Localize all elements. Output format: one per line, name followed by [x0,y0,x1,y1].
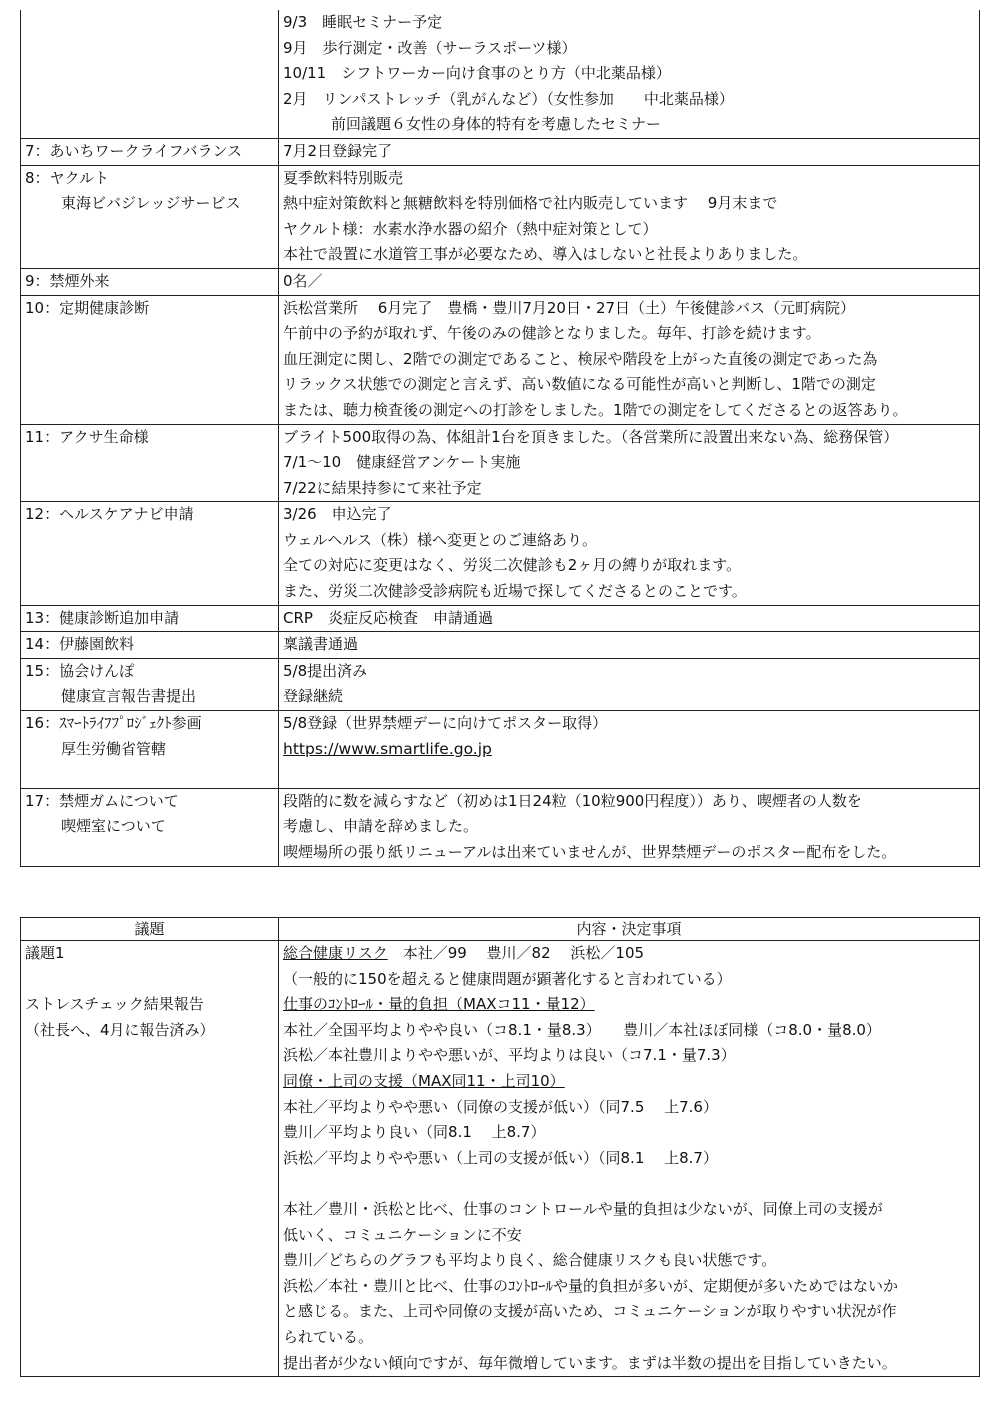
table-row [21,10,980,138]
agenda-content-cell [279,941,980,1377]
item-label-cell [21,788,279,866]
summary-line: 本社／豊川・浜松と比べ、仕事のコントロールや量的負担は少ないが、同僚上司の支援が [283,1199,883,1218]
item-label: 13：健康診断追加申請 [25,608,180,627]
table-row [21,268,980,295]
item-content-cell [279,788,980,866]
seminar-line: 9/3 睡眠セミナー予定 [283,13,443,31]
item-content-line: 7/22に結果持参にて来社予定 [283,478,482,497]
item-content-line: 浜松営業所 6月完了 豊橋・豊川7月20日・27日（土）午後健診バス（元町病院） [283,298,856,317]
table-row [21,605,980,632]
table-row [21,502,980,605]
item-label-sub [25,347,274,373]
item-label-cell [21,632,279,659]
table-header-row [21,918,980,941]
item-content-cell [279,658,980,710]
item-content-line: ヤクルト様：水素水浄水器の紹介（熱中症対策として） [283,219,658,238]
item-label-sub: 健康宣言報告書提出 [61,687,197,706]
item-label-sub [25,321,274,347]
item-label-cell [21,502,279,605]
item-content-line: また、労災二次健診受診病院も近場で探してくださるとのことです。 [283,582,747,601]
table-row [21,941,980,1377]
item-content-line: 稟議書通過 [283,635,359,654]
item-content-cell [279,424,980,502]
seminar-line: 前回議題６女性の身体的特有を考慮したセミナー [331,115,662,134]
item-content-line: 7月2日登録完了 [283,141,393,160]
item-content-line: 血圧測定に関し、2階での測定であること、検尿や階段を上がった直後の測定であった為 [283,349,878,368]
table-row [21,138,980,165]
item-label-sub [25,762,274,788]
table-row [21,165,980,268]
item-content-line: 0名／ [283,271,323,290]
summary-line: と感じる。また、上司や同僚の支援が高いため、コミュニケーションが取りやすい状況が作 [283,1302,897,1321]
table-row [21,711,980,789]
agenda-header: 議題 [21,918,279,941]
smartlife-link[interactable]: https://www.smartlife.go.jp [283,739,492,758]
item-content-cell [279,138,980,165]
item-label-sub [25,579,274,605]
support-heading-line [283,1069,975,1095]
item-label-sub [25,242,274,268]
item-label: 17：禁煙ガムについて [25,791,179,810]
agenda-label-line: （社長へ、4月に報告済み） [25,1020,215,1039]
item-label: 14：伊藤園飲料 [25,635,135,654]
item-label-sub [25,476,274,502]
item-label-cell [21,424,279,502]
item-content-line: 登録継続 [283,687,344,706]
item-content-line: 考慮し、申請を辞めました。 [283,817,479,836]
item-label: 16：ｽﾏｰﾄﾗｲﾌﾌﾟﾛｼﾞｪｸﾄ参画 [25,714,202,733]
item-label: 7：あいちワークライフバランス [25,141,242,160]
item-content-cell [279,295,980,424]
table-row [21,632,980,659]
summary-line: 豊川／どちらのグラフも平均より良く、総合健康リスクも良い状態です。 [283,1251,777,1270]
item-content-line: または、聴力検査後の測定への打診をしました。1階での測定をしてくださるとの返答あり。 [283,400,908,419]
item-content-cell [279,268,980,295]
item-label: 15：協会けんぽ [25,661,135,680]
item-label-sub [25,398,274,424]
work-line: 本社／全国平均よりやや良い（コ8.1・量8.3） 豊川／本社ほぼ同様（コ8.0・量8.0） [283,1020,881,1039]
item-label-cell [21,711,279,789]
support-heading: 同僚・上司の支援（MAX同11・上司10） [283,1071,565,1090]
item-content-cell [279,632,980,659]
item-label-cell [21,165,279,268]
item-label: 11：アクサ生命様 [25,427,149,446]
table-row [21,658,980,710]
item-content-cell [279,502,980,605]
item-content-line: 夏季飲料特別販売 [283,168,404,187]
item-content-line: CRP 炎症反応検査 申請通過 [283,608,493,627]
item-content-line: ウェルヘルス（株）様へ変更とのご連絡あり。 [283,530,597,549]
item-label-sub: 厚生労働省管轄 [61,739,167,758]
item-content-cell [279,605,980,632]
item-content-line: 3/26 申込完了 [283,505,392,524]
item-content-line: ブライト500取得の為、体組計1台を頂きました。（各営業所に設置出来ない為、総務保管） [283,427,899,446]
item-content-line: 5/8登録（世界禁煙デーに向けてポスター取得） [283,714,608,733]
work-heading: 仕事のｺﾝﾄﾛｰﾙ・量的負担（MAXコ11・量12） [283,995,595,1014]
item-content-cell [279,711,980,789]
item-content-line: 全ての対応に変更はなく、労災二次健診も2ヶ月の縛りが取れます。 [283,556,742,575]
risk-heading: 総合健康リスク [283,944,388,962]
summary-line: 提出者が少ない傾向ですが、毎年微増しています。まずは半数の提出を目指していきたい。 [283,1353,897,1372]
item-label-cell [21,268,279,295]
seminar-schedule-cell [279,10,980,138]
item-label: 9：禁煙外来 [25,271,110,290]
item-content-line: 段階的に数を減らすなど（初めは1日24粒（10粒900円程度））あり、喫煙者の人数を [283,791,862,810]
item-content-line: 熱中症対策飲料と無糖飲料を特別価格で社内販売しています 9月末まで [283,194,778,213]
item-label: 8：ヤクルト [25,168,110,187]
agenda-label-cell [21,941,279,1377]
item-label-sub [25,372,274,398]
item-label-sub [25,840,274,866]
seminar-line: 9月 歩行測定・改善（サーラスポーツ様） [283,38,577,57]
agenda-label-line: ストレスチェック結果報告 [25,995,204,1014]
summary-line: られている。 [283,1327,374,1346]
support-line: 浜松／平均よりやや悪い（上司の支援が低い）（同8.1 上8.7） [283,1148,718,1167]
item-label-cell [21,605,279,632]
item-label-cell [21,658,279,710]
risk-values: 本社／99 豊川／82 浜松／105 [387,944,645,962]
seminar-line: 2月 リンパストレッチ（乳がんなど）（女性参加 中北薬品様） [283,89,734,108]
summary-line: 浜松／本社・豊川と比べ、仕事のｺﾝﾄﾛｰﾙや量的負担が多いが、定期便が多いためではないか [283,1276,899,1295]
item-label-sub: 東海ビバジレッジサービス [61,194,241,213]
stress-check-table [20,917,980,1377]
summary-line: 低いく、コミュニケーションに不安 [283,1225,522,1244]
item-content-line: 7/1～10 健康経営アンケート実施 [283,453,521,472]
item-label-cell [21,295,279,424]
label-cell [21,10,279,138]
smartlife-link-line [283,737,975,763]
table-row [21,295,980,424]
agenda-title: 議題1 [25,944,65,962]
table-row [21,424,980,502]
item-label-cell [21,138,279,165]
item-label-sub [25,553,274,579]
item-content-line: 5/8提出済み [283,661,368,680]
item-label-sub [25,450,274,476]
item-label-sub [25,528,274,554]
item-label: 10：定期健康診断 [25,298,150,317]
seminar-line: 10/11 シフトワーカー向け食事のとり方（中北薬品様） [283,64,671,83]
item-content-line: リラックス状態での測定と言えず、高い数値になる可能性が高いと判断し、1階での測定 [283,375,876,394]
work-heading-line [283,992,975,1018]
item-content-line: 午前中の予約が取れず、午後のみの健診となりました。毎年、打診を続けます。 [283,324,821,343]
item-content-line: 本社で設置に水道管工事が必要なため、導入はしないと社長よりありました。 [283,245,808,264]
item-label-sub: 喫煙室について [61,817,166,836]
support-line: 豊川／平均より良い（同8.1 上8.7） [283,1123,546,1142]
work-line: 浜松／本社豊川よりやや悪いが、平均よりは良い（コ7.1・量7.3） [283,1046,736,1065]
risk-note: （一般的に150を超えると健康問題が顕著化すると言われている） [283,969,732,988]
item-content-line: 喫煙場所の張り紙リニューアルは出来ていませんが、世界禁煙デーのポスター配布をした。 [283,843,897,861]
item-label-sub [25,217,274,243]
agenda-status-table [20,10,980,867]
item-label: 12：ヘルスケアナビ申請 [25,505,194,524]
item-content-cell [279,165,980,268]
risk-line [283,941,975,967]
support-line: 本社／平均よりやや悪い（同僚の支援が低い）（同7.5 上7.6） [283,1097,718,1116]
content-header: 内容・決定事項 [279,918,980,941]
table-row [21,788,980,866]
